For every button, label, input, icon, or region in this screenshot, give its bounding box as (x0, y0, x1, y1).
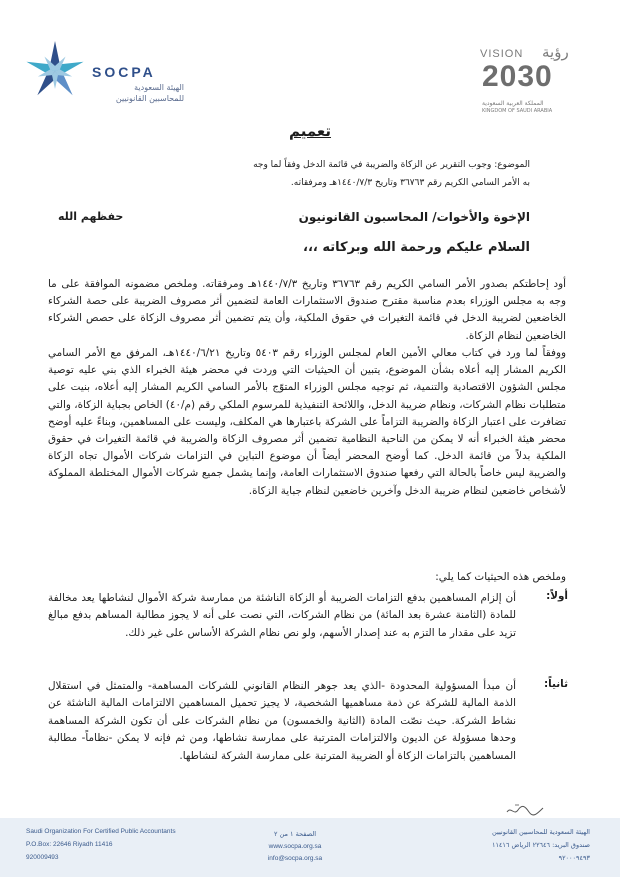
vision-arabic-word: رؤية (542, 43, 569, 61)
footer-page-number: الصفحة ١ من ٢ (273, 830, 317, 838)
summary-intro: وملخص هذه الحيثيات كما يلي: (435, 571, 566, 583)
footer (0, 818, 620, 877)
vision-kingdom-english: KINGDOM OF SAUDI ARABIA (482, 108, 553, 114)
socpa-name: SOCPA (92, 64, 156, 80)
footer-phone-english: 920009493 (26, 854, 59, 861)
item-text-first: أن إلزام المساهمين بدفع التزامات الضريبة أو الزكاة الناشئة من ممارسة شركة الأموال لنشاطها يعد مخالفة للمادة (الثامنة عشرة بعد المائة) من نظام الشركات، التي نصت على أنه لا يجوز مطالبة المساهم بدفع مبالغ تزيد على مقدار ما التزم به عند إصدار الأسهم، ولو نص نظام الشركة الأساس على غير ذلك. (48, 592, 516, 639)
paragraph-2: ووفقاً لما ورد في كتاب معالي الأمين العام لمجلس الوزراء رقم ٥٤٠٣ وتاريخ ١٤٤٠/٦/٢١هـ، المرفق مع الأمر السامي الكريم المشار إليه أعلاه بشأن الموضوع، يتبين أن الحيثيات التي وردت في محضر هيئة الخبراء الذي بني عليه توصية مجلس الشؤون الاقتصادية والتنمية، ثم توجيه مجلس الوزراء المتوّج بالأمر السامي الكريم المشار إليه أعلاه، بنيت على متطلبات نظام الشركات، ونظام ضريبة الدخل، واللائحة التنفيذية للمرسوم الملكي رقم (م/٤٠) الخاص بجباية الزكاة، والتي تضافرت على اعتبار الزكاة والضريبة التزاماً على الشركة باعتبارها هي المكلف، وليست على المساهمين، وبناءً عليه أوضح محضر هيئة الخبراء أنه لا يمكن من الناحية النظامية تضمين أثر مصروف الزكاة والضريبة في قائمة التغيرات في حقوق الملكية بدلاً من قائمة الدخل. كما أوضح المحضر أيضاً أن موضوع التباين في التزامات شركات الأموال تجاه الزكاة والضريبة ليس خاصاً بالحالة التي رفعها صندوق الاستثمارات العامة، وإنما يشمل جميع شركات الأموال المختلطة المملوكة لأشخاص خاضعين لنظام ضريبة الدخل وآخرين خاضعين لنظام جباية الزكاة. (48, 347, 566, 497)
footer-org-name-english: Saudi Organization For Certified Public Accountants (26, 828, 176, 835)
greeting: السلام عليكم ورحمة الله وبركاته ،،، (303, 240, 530, 255)
socpa-star-icon (22, 38, 88, 104)
signature-icon (505, 802, 545, 818)
footer-po-box-arabic: صندوق البريد: ٢٢٦٤٦ الرياض ١١٤١٦ (491, 841, 590, 849)
paragraph-1: أود إحاطتكم بصدور الأمر السامي الكريم رقم ٣٦٧٦٣ وتاريخ ١٤٤٠/٧/٣هـ ومرفقاته. وملخص مضمونه الموافقة على ما وجه به مجلس الوزراء بعدم مناسبة مقترح صندوق الاستثمارات العامة لتضمين أثر مصروف الضريبة على حصة الشركاء الخاضعين لضريبة الدخل في قائمة التغيرات في حقوق الملكية، وأن يتم تضمين أثر مصروف الزكاة على حصص الشركاء الخاضعين لنظام الزكاة. (48, 278, 567, 342)
vision-kingdom-arabic: المملكة العربية السعودية (482, 100, 544, 107)
footer-po-box-english: P.O.Box: 22646 Riyadh 11416 (26, 841, 113, 848)
item-text-second: أن مبدأ المسؤولية المحدودة -الذي يعد جوهر النظام القانوني للشركات المساهمة- والمتمثل في استقلال الذمة المالية للشركة عن ذمة مساهميها الشخصية، لا يجيز تحميل المساهمين الالتزامات المالية الناشئة عن نشاط الشركة. حيث نصّت المادة (الثانية والخمسون) من نظام الشركات على أن تكون الشركة المساهمة وحدها مسؤولة عن الديون والالتزامات المترتبة على ممارسة نشاطها، ومن ثم فإنه لا يمكن -نظاماً- مطالبة المساهمين بالتزامات الزكاة أو الضريبة المترتبة على ممارسة الشركة لنشاطها. (48, 680, 516, 762)
vision-2030-logo (478, 42, 598, 118)
subject-line-1: الموضوع: وجوب التقرير عن الزكاة والضريبة في قائمة الدخل وفقاً لما وجه (253, 160, 530, 170)
socpa-arabic-name-line2: للمحاسبين القانونيين (115, 94, 184, 103)
footer-org-name-arabic: الهيئة السعودية للمحاسبين القانونيين (492, 828, 590, 836)
vision-year: 2030 (482, 60, 553, 93)
footer-phone-arabic: ٩٢٠٠٠٩٤٩٣ (558, 854, 590, 862)
item-label-first: أولاً: (546, 590, 568, 602)
socpa-logo (22, 38, 192, 110)
document-title: تعميم (288, 122, 332, 140)
subject-line-2: به الأمر السامي الكريم رقم ٣٦٧٦٣ وتاريخ ١٤٤٠/٧/٣هـ ومرفقاته. (290, 178, 530, 188)
item-label-second: ثانياً: (543, 678, 568, 690)
vision-word: VISION (480, 48, 524, 60)
honorific: حفظهم الله (58, 210, 124, 223)
salutation: الإخوة والأخوات/ المحاسبون القانونيون (298, 210, 530, 224)
footer-website-link[interactable]: www.socpa.org.sa (268, 843, 322, 850)
socpa-arabic-name-line1: الهيئة السعودية (134, 83, 184, 92)
footer-email-link[interactable]: info@socpa.org.sa (267, 855, 323, 862)
